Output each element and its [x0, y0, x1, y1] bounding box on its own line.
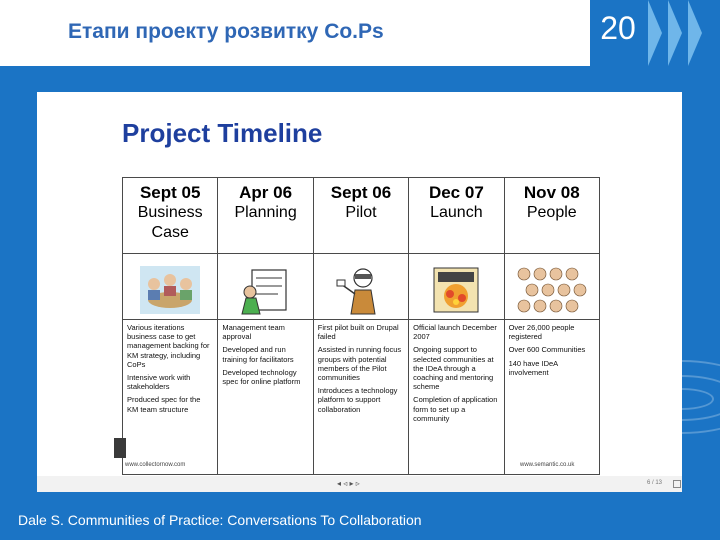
timeline-note: Over 26,000 people registered: [508, 323, 575, 342]
timeline-phase: Planning: [234, 204, 297, 221]
chevron-decoration: [688, 0, 702, 66]
timeline-date: Sept 05: [139, 183, 201, 202]
timeline-date: Sept 06: [330, 183, 392, 202]
pilot-illustration: [313, 254, 408, 320]
timeline-note: Intensive work with stakeholders: [127, 373, 191, 392]
timeline-phase: Pilot: [345, 204, 377, 221]
timeline-note: Over 600 Communities: [508, 345, 586, 355]
timeline-header-cell: [409, 178, 504, 254]
footer-url-right: www.semantic.co.uk: [520, 462, 575, 468]
timeline-note: Developed technology spec for online platform: [222, 367, 301, 387]
planning-illustration: [218, 254, 313, 320]
slide-title: Project Timeline: [122, 118, 323, 148]
people-illustration: [504, 254, 599, 320]
timeline-header-cell: [504, 178, 599, 254]
timeline-note: Assisted in running focus groups with potential members of the Pilot communities: [317, 345, 402, 383]
player-bar: [37, 476, 682, 492]
timeline-note: Completion of application form to set up a community: [413, 395, 498, 423]
timeline-note: Produced spec for the KM team structure: [127, 395, 201, 414]
page-title: Етапи проекту розвитку Co.Ps: [68, 20, 384, 43]
timeline-date: Nov 08: [523, 183, 580, 202]
fullscreen-icon[interactable]: [673, 480, 681, 488]
timeline-notes-cell: [409, 320, 504, 475]
timeline-phase: Business: [137, 204, 203, 221]
timeline-notes-cell: [123, 320, 218, 475]
timeline-header-cell: [123, 178, 218, 254]
footer-url-left: www.collectornow.com: [125, 462, 186, 468]
timeline-note: Various iterations business case to get management backing for KM strategy, including CoPs: [127, 323, 210, 369]
player-counter: 6 / 13: [647, 480, 663, 486]
timeline-notes-cell: [504, 320, 599, 475]
player-nav-controls[interactable]: ◂ ◃ ▸ ▹: [337, 479, 360, 488]
timeline-phase: People: [526, 204, 577, 221]
timeline-note: Official launch December 2007: [413, 323, 497, 342]
timeline-date: Dec 07: [428, 183, 484, 202]
chevron-decoration: [648, 0, 662, 66]
timeline-header-cell: [313, 178, 408, 254]
slide-number: 20: [600, 10, 636, 46]
timeline-table: [122, 177, 600, 475]
citation: Dale S. Communities of Practice: Conversations To Collaboration: [18, 512, 422, 528]
timeline-phase: Case: [151, 224, 189, 241]
chevron-decoration: [668, 0, 682, 66]
timeline-note: First pilot built on Drupal failed: [317, 323, 399, 342]
timeline-note: Management team approval: [222, 323, 285, 342]
timeline-note: Developed and run training for facilitators: [222, 345, 294, 364]
meeting-illustration: [123, 254, 218, 320]
timeline-note: 140 have IDeA involvement: [508, 358, 558, 377]
timeline-phase: Launch: [430, 204, 483, 221]
timeline-note: Ongoing support to selected communities at the IDeA through a coaching and mentoring scheme: [413, 345, 494, 392]
timeline-date: Apr 06: [239, 183, 293, 202]
embedded-slide: [37, 92, 682, 492]
camera-icon: [114, 438, 126, 458]
timeline-note: Introduces a technology platform to support collaboration: [317, 386, 398, 414]
timeline-header-cell: [218, 178, 313, 254]
timeline-notes-cell: [313, 320, 408, 475]
launch-illustration: [409, 254, 504, 320]
timeline-notes-cell: [218, 320, 313, 475]
